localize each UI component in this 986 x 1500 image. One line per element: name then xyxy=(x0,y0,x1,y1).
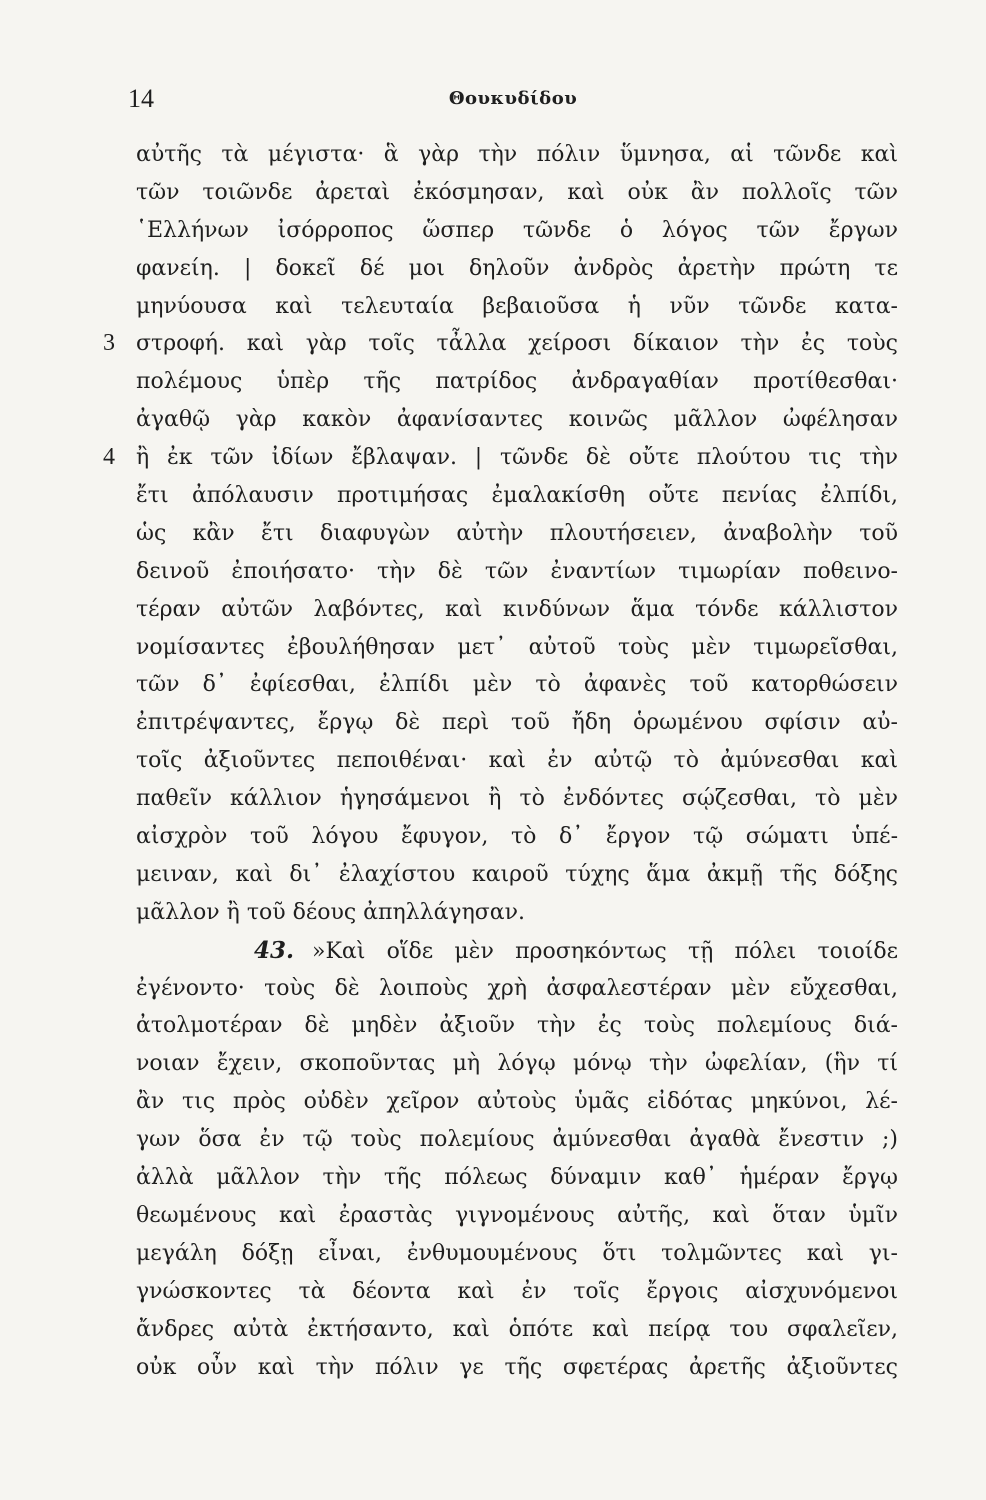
line-text: οὐκ οὖν καὶ τὴν πόλιν γε τῆς σφετέρας ἀρετῆς ἀξιοῦντες xyxy=(136,1354,898,1380)
line-text: φανείη. | δοκεῖ δέ μοι δηλοῦν ἀνδρὸς ἀρετὴν πρώτη τε xyxy=(136,255,898,281)
text-line xyxy=(136,477,898,515)
text-line xyxy=(136,515,898,553)
line-text: μειναν, καὶ δι᾽ ἐλαχίστου καιροῦ τύχης ἅμα ἀκμῇ τῆς δόξης xyxy=(136,861,898,887)
line-text: ἀτολμοτέραν δὲ μηδὲν ἀξιοῦν τὴν ἐς τοὺς πολεμίους διά- xyxy=(136,1013,898,1039)
text-line xyxy=(136,780,898,818)
line-text: τῶν δ᾽ ἐφίεσθαι, ἐλπίδι μὲν τὸ ἀφανὲς τοῦ κατορθώσειν xyxy=(136,672,898,698)
text-line xyxy=(136,553,898,591)
text-line xyxy=(136,1159,898,1197)
text-line xyxy=(103,439,898,477)
body-text xyxy=(103,136,898,1386)
text-line xyxy=(136,1197,898,1235)
line-text: ὡς κἂν ἔτι διαφυγὼν αὐτὴν πλουτήσειεν, ἀναβολὴν τοῦ xyxy=(136,520,898,546)
text-line xyxy=(136,401,898,439)
line-text: στροφή. καὶ γὰρ τοῖς τἆλλα χείροσι δίκαιον τὴν ἐς τοὺς xyxy=(136,331,898,357)
text-line xyxy=(136,1007,898,1045)
line-text: ἀλλὰ μᾶλλον τὴν τῆς πόλεως δύναμιν καθ᾽ ἡμέραν ἔργῳ xyxy=(136,1165,898,1191)
text-line xyxy=(136,1311,898,1349)
text-line xyxy=(136,629,898,667)
text-line xyxy=(136,174,898,212)
margin-paragraph-number: 4 xyxy=(103,444,115,471)
text-line xyxy=(136,970,898,1008)
line-text: ἢ ἐκ τῶν ἰδίων ἔβλαψαν. | τῶνδε δὲ οὔτε πλούτου τις τὴν xyxy=(136,445,898,471)
text-line xyxy=(136,250,898,288)
section-number: 43. xyxy=(254,936,295,964)
line-text: γνώσκοντες τὰ δέοντα καὶ ἐν τοῖς ἔργοις αἰσχυνόμενοι xyxy=(136,1278,898,1304)
line-text: αἰσχρὸν τοῦ λόγου ἔφυγον, τὸ δ᾽ ἔργον τῷ σώματι ὑπέ- xyxy=(136,824,898,850)
margin-paragraph-number: 3 xyxy=(103,330,115,357)
text-line xyxy=(136,742,898,780)
text-line xyxy=(136,704,898,742)
line-text: τοῖς ἀξιοῦντες πεποιθέναι· καὶ ἐν αὐτῷ τὸ ἀμύνεσθαι καὶ xyxy=(136,748,898,774)
line-text: ἀγαθῷ γὰρ κακὸν ἀφανίσαντες κοινῶς μᾶλλον ὠφέλησαν xyxy=(136,407,898,433)
line-text: ἂν τις πρὸς οὐδὲν χεῖρον αὐτοὺς ὑμᾶς εἰδότας μηκύνοι, λέ- xyxy=(136,1089,898,1115)
line-text: ἐγένοντο· τοὺς δὲ λοιποὺς χρὴ ἀσφαλεστέραν μὲν εὔχεσθαι, xyxy=(136,975,898,1001)
line-text: δεινοῦ ἐποιήσατο· τὴν δὲ τῶν ἐναντίων τιμωρίαν ποθεινο- xyxy=(136,558,898,584)
line-text: παθεῖν κάλλιον ἡγησάμενοι ἢ τὸ ἐνδόντες σῴζεσθαι, τὸ μὲν xyxy=(136,786,898,812)
line-text: ἄνδρες αὐτὰ ἐκτήσαντο, καὶ ὁπότε καὶ πείρᾳ του σφαλεῖεν, xyxy=(136,1316,898,1342)
line-text: πολέμους ὑπὲρ τῆς πατρίδος ἀνδραγαθίαν προτίθεσθαι· xyxy=(136,369,898,395)
text-line xyxy=(136,288,898,326)
text-line xyxy=(136,1235,898,1273)
text-line xyxy=(136,666,898,704)
line-text: τῶν τοιῶνδε ἀρεταὶ ἐκόσμησαν, καὶ οὐκ ἂν πολλοῖς τῶν xyxy=(136,179,898,205)
line-text: γων ὅσα ἐν τῷ τοὺς πολεμίους ἀμύνεσθαι ἀγαθὰ ἔνεστιν ;) xyxy=(136,1127,898,1153)
line-text: ἔτι ἀπόλαυσιν προτιμήσας ἐμαλακίσθη οὔτε πενίας ἐλπίδι, xyxy=(136,483,898,509)
line-text: νομίσαντες ἐβουλήθησαν μετ᾽ αὐτοῦ τοὺς μὲν τιμωρεῖσθαι, xyxy=(136,634,898,660)
line-text: ἐπιτρέψαντες, ἔργῳ δὲ περὶ τοῦ ἤδη ὁρωμένου σφίσιν αὐ- xyxy=(136,710,898,736)
text-line xyxy=(136,136,898,174)
text-line xyxy=(136,1273,898,1311)
text-line xyxy=(136,818,898,856)
page-number: 14 xyxy=(128,84,154,113)
text-line xyxy=(103,325,898,363)
line-text: ῾Ελλήνων ἰσόρροπος ὥσπερ τῶνδε ὁ λόγος τῶν ἔργων xyxy=(136,217,898,243)
text-line xyxy=(136,363,898,401)
line-text: αὐτῆς τὰ μέγιστα· ἃ γὰρ τὴν πόλιν ὕμνησα, αἱ τῶνδε καὶ xyxy=(136,142,898,167)
line-text: μεγάλη δόξῃ εἶναι, ἐνθυμουμένους ὅτι τολμῶντες καὶ γι- xyxy=(136,1240,898,1266)
line-text: μηνύουσα καὶ τελευταία βεβαιοῦσα ἡ νῦν τῶνδε κατα- xyxy=(136,293,898,319)
line-text: μᾶλλον ἢ τοῦ δέους ἀπηλλάγησαν. xyxy=(136,899,525,925)
text-line xyxy=(136,1045,898,1083)
text-line xyxy=(136,932,898,970)
text-line xyxy=(136,894,898,932)
line-text: »Καὶ οἵδε μὲν προσηκόντως τῇ πόλει τοιοίδε xyxy=(312,938,898,964)
text-line xyxy=(136,856,898,894)
line-text: τέραν αὐτῶν λαβόντες, καὶ κινδύνων ἅμα τόνδε κάλλιστον xyxy=(136,596,898,622)
line-text: νοιαν ἔχειν, σκοποῦντας μὴ λόγῳ μόνῳ τὴν ὠφελίαν, (ἣν τί xyxy=(136,1051,898,1077)
text-line xyxy=(136,212,898,250)
page-header xyxy=(128,84,898,124)
running-title: Θουκυδίδου xyxy=(448,88,578,109)
text-line xyxy=(136,1121,898,1159)
line-text: θεωμένους καὶ ἐραστὰς γιγνομένους αὐτῆς, καὶ ὅταν ὑμῖν xyxy=(136,1202,898,1228)
text-line xyxy=(136,1349,898,1387)
text-line xyxy=(136,1083,898,1121)
text-line xyxy=(136,591,898,629)
